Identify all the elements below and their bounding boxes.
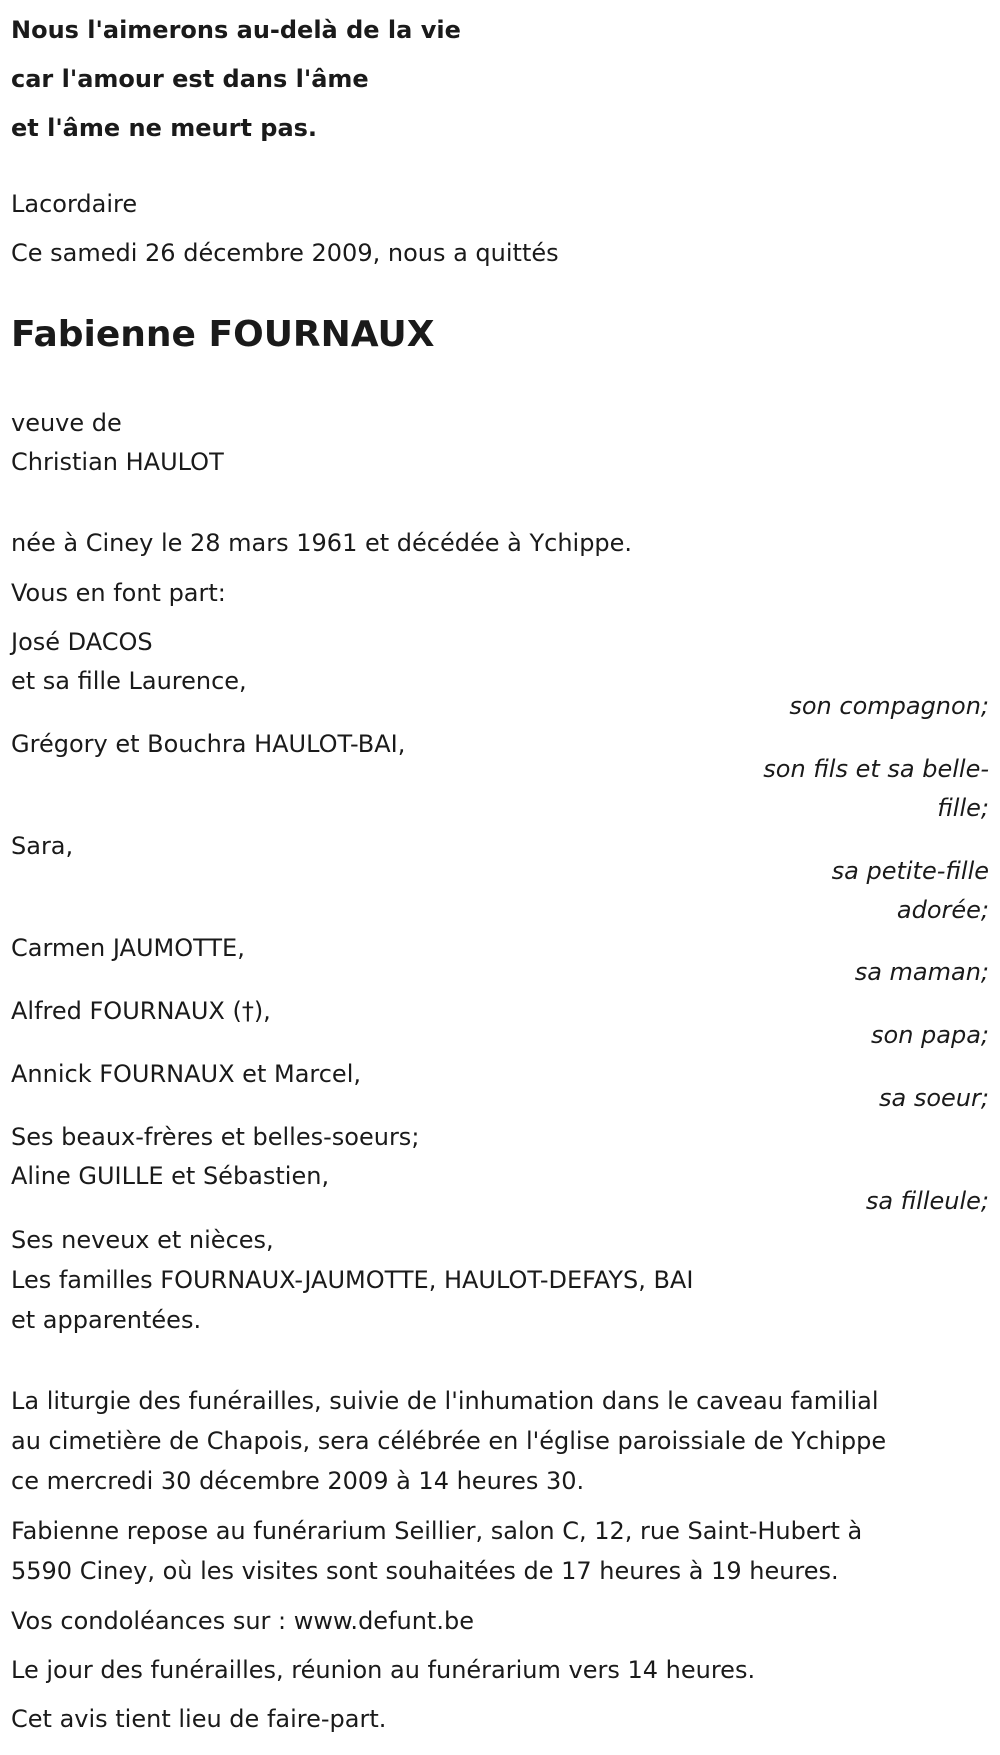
family-member-name: Ses beaux-frères et belles-soeurs; [11,1123,420,1151]
quote-line: et l'âme ne meurt pas. [11,114,318,142]
announcement-intro: Vous en font part: [11,579,226,607]
family-role: fille; [937,794,989,822]
rest-info-line: Fabienne repose au funérarium Seillier, salon C, 12, rue Saint-Hubert à [11,1517,863,1545]
epigraph-quote [11,6,461,153]
death-announcement: Ce samedi 26 décembre 2009, nous a quittés [11,239,559,267]
family-role-row [11,852,989,885]
family-role-row [11,750,989,783]
family-role: adorée; [896,896,989,924]
meeting-line: Le jour des funérailles, réunion au funérarium vers 14 heures. [11,1656,756,1684]
quote-line: car l'amour est dans l'âme [11,65,369,93]
family-role: son compagnon; [789,692,989,720]
family-member-name: Sara, [11,832,74,860]
family-member-name: José DACOS [11,628,153,656]
family-role: sa maman; [854,958,989,986]
family-role-row [11,1182,989,1215]
spouse-name: Christian HAULOT [11,448,224,476]
funeral-info-line: La liturgie des funérailles, suivie de l'inhumation dans le caveau familial [11,1387,879,1415]
relatives-line: Ses neveux et nièces, [11,1226,274,1254]
family-role-row [11,891,989,924]
birth-death-line: née à Ciney le 28 mars 1961 et décédée à Ychippe. [11,529,633,557]
family-role-row [11,789,989,822]
condolences-line: Vos condoléances sur : www.defunt.be [11,1607,474,1635]
family-member-name: Aline GUILLE et Sébastien, [11,1162,330,1190]
family-role: son papa; [871,1021,989,1049]
family-role-row [11,953,989,986]
family-member-name: Grégory et Bouchra HAULOT-BAI, [11,730,406,758]
family-role-row [11,1079,989,1112]
deceased-name: Fabienne FOURNAUX [11,314,435,355]
rest-info-line: 5590 Ciney, où les visites sont souhaitées de 17 heures à 19 heures. [11,1557,839,1585]
family-member-name: Annick FOURNAUX et Marcel, [11,1060,361,1088]
notice-line: Cet avis tient lieu de faire-part. [11,1705,387,1733]
family-role: sa filleule; [865,1187,989,1215]
family-role: sa petite-fille [831,857,989,885]
widow-of-label: veuve de [11,409,122,437]
family-member-name: Alfred FOURNAUX (†), [11,997,271,1025]
family-member-name: et sa fille Laurence, [11,667,247,695]
family-role-row [11,1016,989,1049]
family-role: son fils et sa belle- [763,755,989,783]
funeral-info-line: au cimetière de Chapois, sera célébrée en l'église paroissiale de Ychippe [11,1427,887,1455]
family-member-name: Carmen JAUMOTTE, [11,934,245,962]
relatives-line: et apparentées. [11,1306,202,1334]
quote-author: Lacordaire [11,190,138,218]
family-role-row [11,687,989,720]
relatives-line: Les familles FOURNAUX-JAUMOTTE, HAULOT-DEFAYS, BAI [11,1266,694,1294]
quote-line: Nous l'aimerons au-delà de la vie [11,16,461,44]
funeral-info-line: ce mercredi 30 décembre 2009 à 14 heures 30. [11,1467,585,1495]
family-role: sa soeur; [879,1084,989,1112]
